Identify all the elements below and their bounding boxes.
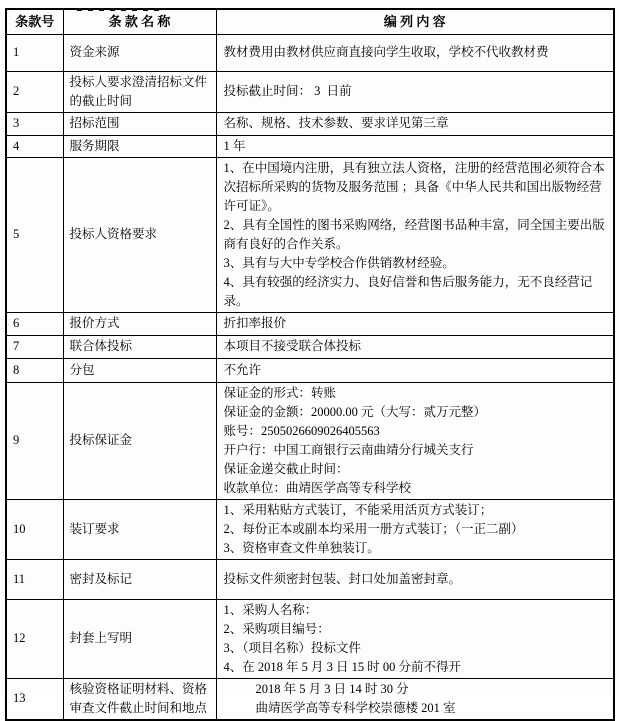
clause-no: 9 xyxy=(6,382,63,499)
clause-name: 服务期限 xyxy=(63,135,216,157)
clause-content xyxy=(216,135,614,157)
content-line: 3、（项目名称）投标文件 xyxy=(223,640,362,655)
content-line: 2、具有全国性的图书采购网络，经营图书品种丰富，同全国主要出版商有良好的合作关系。 xyxy=(223,217,605,251)
clause-no: 2 xyxy=(6,71,63,112)
clause-no: 1 xyxy=(6,34,63,71)
header-clause-no: 条款号 xyxy=(6,9,63,34)
clause-content xyxy=(216,112,614,135)
clause-no: 3 xyxy=(6,112,63,135)
document-page xyxy=(0,8,619,715)
content-line: 2、每份正本或副本均采用一册方式装订；（一正二副） xyxy=(223,521,524,536)
table-row-13 xyxy=(6,678,614,720)
clause-content xyxy=(216,358,614,382)
content-line: 2、采购项目编号： xyxy=(223,621,330,636)
clause-name: 报价方式 xyxy=(63,312,216,335)
clause-content xyxy=(216,34,614,71)
clause-no: 6 xyxy=(6,312,63,335)
bid-clause-table xyxy=(5,8,615,721)
content-line: 4、具有较强的经济实力、良好信誉和售后服务能力，无不良经营记录。 xyxy=(223,274,593,308)
content-line: 1、在中国境内注册，具有独立法人资格，注册的经营范围必须符合本次招标所采购的货物及服务范围 ；具备《中华人民共和国出版物经营许可证》。 xyxy=(223,160,605,213)
content-line: 1 年 xyxy=(223,138,246,153)
clause-no: 5 xyxy=(6,157,63,312)
clause-no: 4 xyxy=(6,135,63,157)
content-line: 开户行：中国工商银行云南曲靖分行城关支行 xyxy=(223,442,474,457)
clause-name: 密封及标记 xyxy=(63,559,216,599)
content-line: 保证金的金额：20000.00 元（大写：贰万元整） xyxy=(223,404,487,419)
content-line: 本项目不接受联合体投标 xyxy=(223,339,362,353)
content-line: 3、资格审查文件单独装订。 xyxy=(223,540,380,555)
clause-content xyxy=(216,599,614,678)
content-line: 2018 年 5 月 3 日 14 时 30 分 xyxy=(255,681,409,696)
clause-content xyxy=(216,559,614,599)
content-line: 保证金递交截止时间： xyxy=(223,461,349,476)
header-clause-name: 条 款 名 称 xyxy=(63,9,216,34)
table-row-4 xyxy=(6,135,614,157)
table-row-3 xyxy=(6,112,614,135)
clause-content xyxy=(216,157,614,312)
clause-no: 10 xyxy=(6,499,63,559)
content-line: 3、具有与大中专学校合作供销教材经验。 xyxy=(223,255,455,270)
table-row-12 xyxy=(6,599,614,678)
table-row-11 xyxy=(6,559,614,599)
content-line: 4、在 2018 年 5 月 3 日 15 时 00 分前不得开 xyxy=(223,659,462,674)
content-line: 教材费用由教材供应商直接向学生收取，学校不代收教材费 xyxy=(223,45,549,59)
clause-content xyxy=(216,312,614,335)
clause-content xyxy=(216,71,614,112)
table-header-row xyxy=(6,9,614,34)
table-row-7 xyxy=(6,335,614,358)
table-row-10 xyxy=(6,499,614,559)
clause-no: 11 xyxy=(6,559,63,599)
clause-content xyxy=(216,499,614,559)
table-row-9 xyxy=(6,382,614,499)
table-row-8 xyxy=(6,358,614,382)
content-line: 保证金的形式：转账 xyxy=(223,385,337,400)
table-row-5 xyxy=(6,157,614,312)
table-row-6 xyxy=(6,312,614,335)
clause-name: 资金来源 xyxy=(63,34,216,71)
clause-name: 投标保证金 xyxy=(63,382,216,499)
clause-content xyxy=(216,335,614,358)
clause-no: 12 xyxy=(6,599,63,678)
content-line: 折扣率报价 xyxy=(223,316,287,330)
clause-name: 装订要求 xyxy=(63,499,216,559)
clause-name: 分包 xyxy=(63,358,216,382)
header-clause-content: 编 列 内 容 xyxy=(216,9,614,34)
content-line: 收款单位：曲靖医学高等专科学校 xyxy=(223,480,412,495)
clause-no: 7 xyxy=(6,335,63,358)
content-line: 投标截止时间： 3 日前 xyxy=(223,84,352,98)
clause-name: 核验资格证明材料、资格审查文件截止时间和地点 xyxy=(63,678,216,720)
clause-name: 联合体投标 xyxy=(63,335,216,358)
clause-name: 招标范围 xyxy=(63,112,216,135)
content-line: 投标文件须密封包装、封口处加盖密封章。 xyxy=(223,571,462,586)
clause-name: 封套上写明 xyxy=(63,599,216,678)
content-line: 名称、规格、技术参数、要求详见第三章 xyxy=(223,116,449,130)
content-line: 不允许 xyxy=(223,362,262,377)
content-line: 1、采用粘贴方式装订，不能采用活页方式装订； xyxy=(223,502,493,517)
table-row-2 xyxy=(6,71,614,112)
clause-name: 投标人要求澄清招标文件的截止时间 xyxy=(63,71,216,112)
content-line: 账号：2505026609026405563 xyxy=(223,423,380,438)
content-line: 1、采购人名称： xyxy=(223,602,318,617)
table-row-1 xyxy=(6,34,614,71)
clipped-text-fragment xyxy=(77,8,165,11)
clause-name: 投标人资格要求 xyxy=(63,157,216,312)
content-line: 曲靖医学高等专科学校崇德楼 201 室 xyxy=(255,700,456,715)
clause-content xyxy=(216,678,614,720)
clause-no: 8 xyxy=(6,358,63,382)
clause-no: 13 xyxy=(6,678,63,720)
clause-content xyxy=(216,382,614,499)
